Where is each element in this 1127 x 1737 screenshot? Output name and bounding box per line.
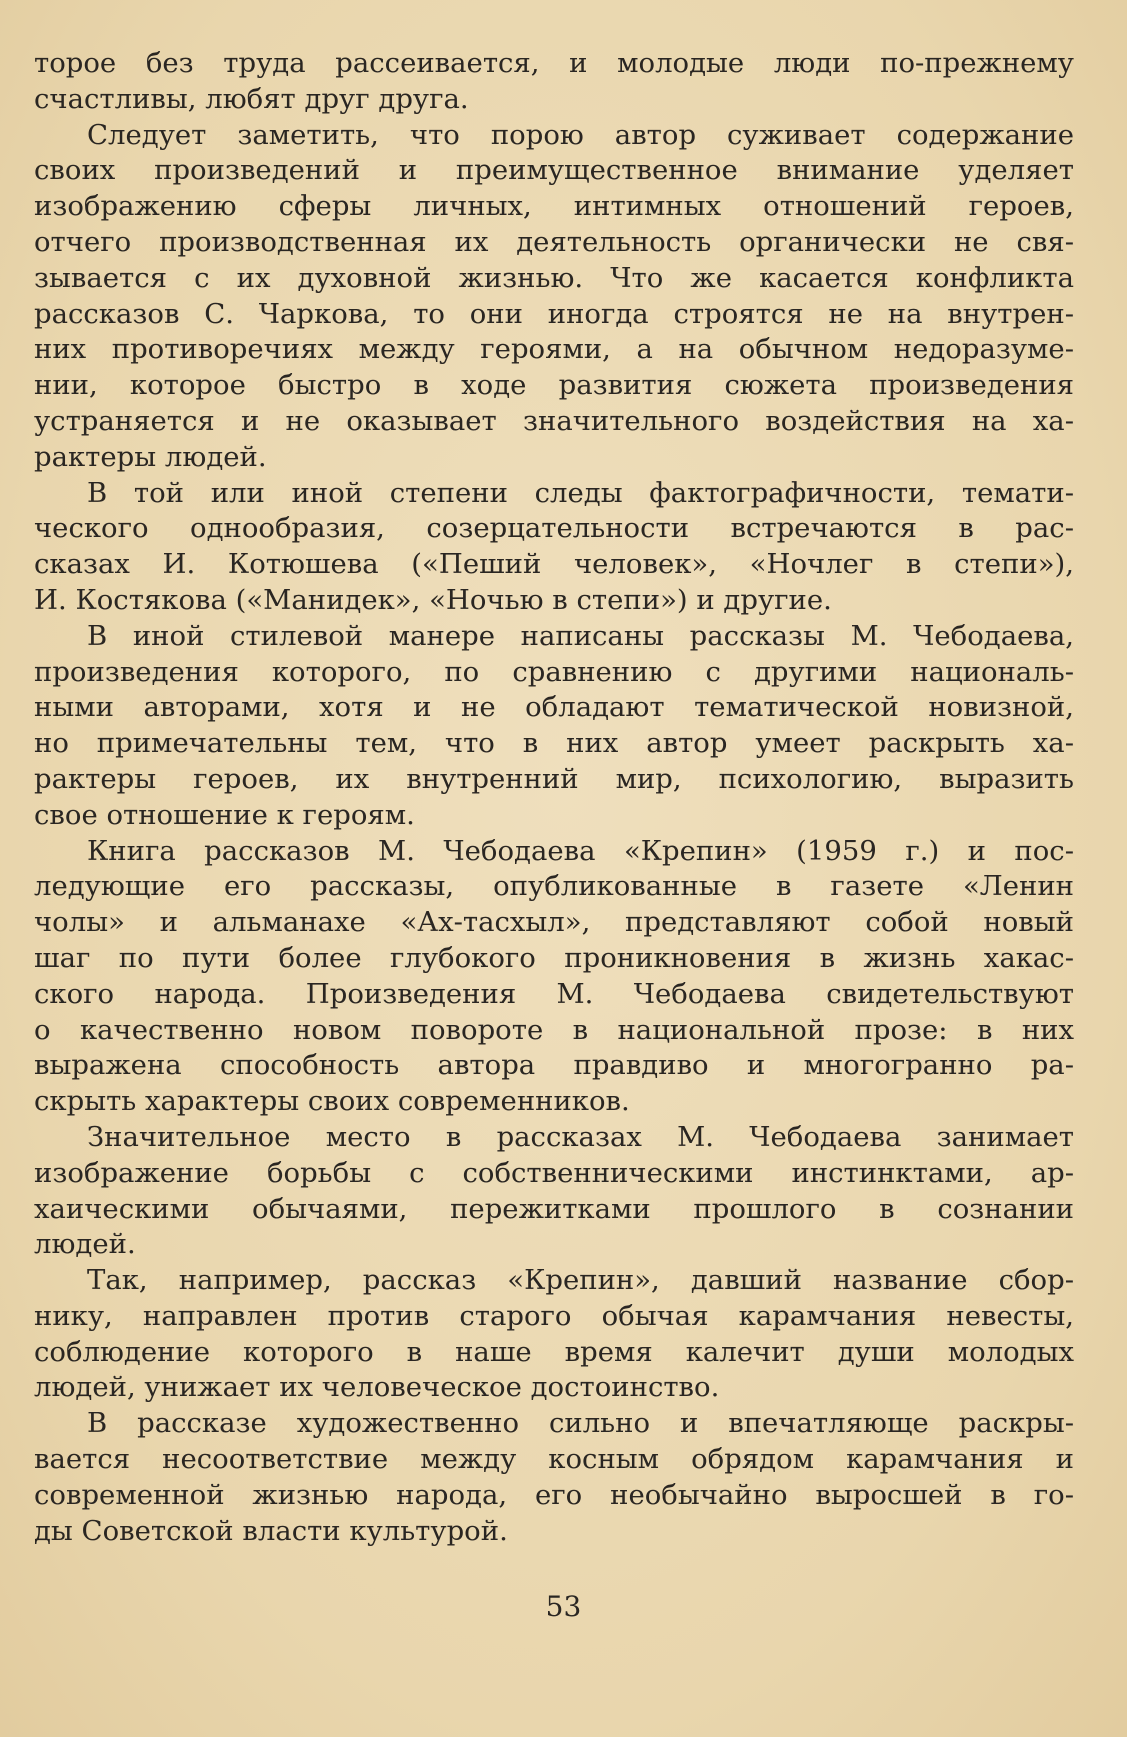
- paragraph-2-line: нии, которое быстро в ходе развития сюжета произведения: [34, 369, 1074, 402]
- paragraph-8-line: вается несоответствие между косным обрядом карамчания и: [34, 1443, 1074, 1476]
- paragraph-6-line: хаическими обычаями, пережитками прошлого в сознании: [34, 1192, 1074, 1225]
- paragraph-8-line: современной жизнью народа, его необычайно выросшей в го-: [34, 1478, 1074, 1511]
- paragraph-7-line: людей, унижает их человеческое достоинство.: [34, 1371, 720, 1404]
- page-number: 53: [545, 1590, 582, 1623]
- paragraph-5-line: скрыть характеры своих современников.: [34, 1085, 630, 1118]
- paragraph-2-line: зывается с их духовной жизнью. Что же касается конфликта: [34, 261, 1074, 294]
- paragraph-2-line: рактеры людей.: [34, 440, 267, 473]
- paragraph-3-line: В той или иной степени следы фактографичности, темати-: [87, 476, 1074, 509]
- paragraph-4-line: ными авторами, хотя и не обладают тематической новизной,: [34, 691, 1074, 724]
- paragraph-6-line: людей.: [34, 1228, 136, 1261]
- paragraph-2-line: своих произведений и преимущественное внимание уделяет: [34, 154, 1074, 187]
- paragraph-5-line: ского народа. Произведения М. Чебодаева свидетельствуют: [34, 977, 1074, 1010]
- paragraph-6-line: изображение борьбы с собственническими инстинктами, ар-: [34, 1156, 1074, 1189]
- paragraph-2-line: устраняется и не оказывает значительного воздействия на ха-: [34, 404, 1074, 437]
- paragraph-1-line: счастливы, любят друг друга.: [34, 82, 469, 115]
- paragraph-2-line: Следует заметить, что порою автор суживает содержание: [87, 118, 1074, 151]
- paragraph-7-line: нику, направлен против старого обычая карамчания невесты,: [34, 1299, 1074, 1332]
- body-text: [34, 46, 1074, 1549]
- paragraph-2-line: рассказов С. Чаркова, то они иногда строятся не на внутрен-: [34, 297, 1074, 330]
- paragraph-1-line: торое без труда рассеивается, и молодые люди по-прежнему: [34, 47, 1074, 79]
- paragraph-5-line: чолы» и альманахе «Ах-тасхыл», представляют собой новый: [34, 906, 1074, 939]
- paragraph-5-line: шаг по пути более глубокого проникновения в жизнь хакас-: [34, 941, 1074, 974]
- paragraph-3-line: И. Костякова («Манидек», «Ночью в степи») и другие.: [34, 583, 832, 616]
- paragraph-4-line: но примечательны тем, что в них автор умеет раскрыть ха-: [34, 727, 1074, 760]
- paragraph-4-line: рактеры героев, их внутренний мир, психологию, выразить: [34, 762, 1074, 795]
- paragraph-4-line: произведения которого, по сравнению с другими националь-: [34, 655, 1074, 688]
- paragraph-4-line: свое отношение к героям.: [34, 798, 415, 831]
- paragraph-5-line: Книга рассказов М. Чебодаева «Крепин» (1959 г.) и пос-: [87, 834, 1074, 867]
- paragraph-7-line: Так, например, рассказ «Крепин», давший название сбор-: [87, 1264, 1074, 1297]
- paragraph-2-line: отчего производственная их деятельность органически не свя-: [34, 225, 1074, 258]
- paragraph-2-line: изображению сферы личных, интимных отношений героев,: [34, 190, 1074, 223]
- paragraph-3-line: ческого однообразия, созерцательности встречаются в рас-: [34, 512, 1074, 545]
- paragraph-5-line: выражена способность автора правдиво и многогранно ра-: [34, 1049, 1074, 1082]
- paragraph-6-line: Значительное место в рассказах М. Чебодаева занимает: [87, 1120, 1074, 1153]
- paragraph-3-line: сказах И. Котюшева («Пеший человек», «Ночлег в степи»),: [34, 548, 1074, 581]
- paragraph-5-line: ледующие его рассказы, опубликованные в газете «Ленин: [34, 870, 1074, 903]
- paragraph-8-line: ды Советской власти культурой.: [34, 1514, 508, 1547]
- paragraph-4-line: В иной стилевой манере написаны рассказы М. Чебодаева,: [87, 619, 1074, 652]
- paragraph-8-line: В рассказе художественно сильно и впечатляюще раскры-: [87, 1407, 1074, 1440]
- paragraph-2-line: них противоречиях между героями, а на обычном недоразуме-: [34, 333, 1074, 366]
- paragraph-7-line: соблюдение которого в наше время калечит души молодых: [34, 1335, 1074, 1368]
- paragraph-5-line: о качественно новом повороте в национальной прозе: в них: [34, 1013, 1074, 1046]
